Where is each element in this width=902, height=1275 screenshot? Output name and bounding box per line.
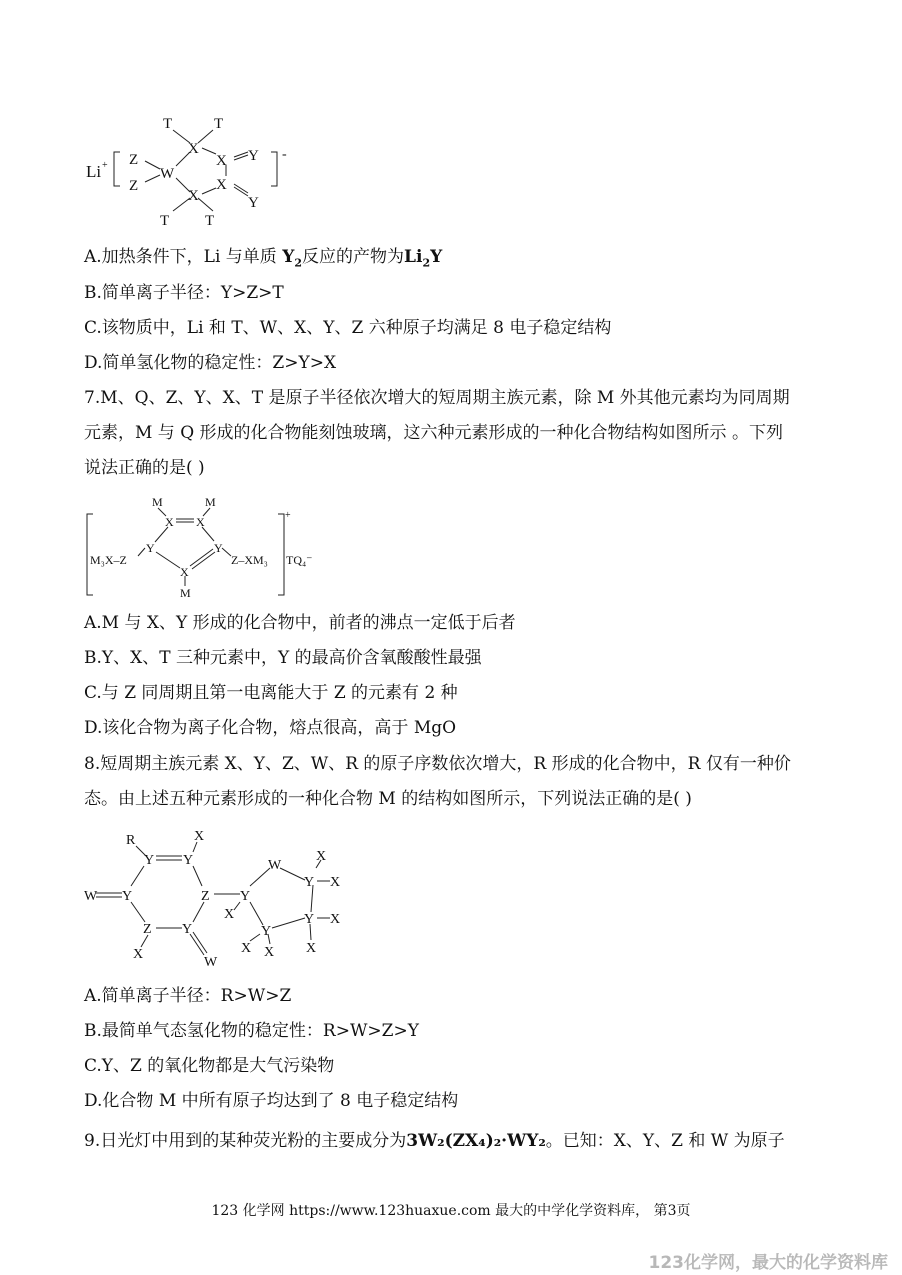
q8-fig-y8: Y [261, 924, 272, 939]
q8-fig-y6: Y [304, 875, 315, 890]
q7-fig-x1: X [165, 515, 174, 529]
q6-fig-anion-charge: - [282, 147, 287, 162]
q6-option-b: B.简单离子半径：Y>Z>T [84, 283, 284, 303]
q7-fig-charge: + [285, 510, 291, 521]
q6-fig-x3: X [216, 153, 227, 169]
q8-fig-w1: W [84, 889, 98, 904]
q8-fig-w3: W [268, 858, 282, 873]
q6-formula-li2y: $Li_2Y$ [404, 247, 443, 270]
q7-fig-x2: X [196, 515, 205, 529]
q8-option-c: C.Y、Z 的氧化物都是大气污染物 [84, 1056, 335, 1076]
q8-fig-z1: Z [201, 889, 210, 904]
q8-fig-x5: X [330, 875, 341, 890]
q8-fig-y2: Y [183, 853, 194, 868]
q8-fig-y5: Y [240, 889, 251, 904]
q7-option-b: B.Y、X、T 三种元素中，Y 的最高价含氧酸酸性最强 [84, 648, 482, 668]
q7-option-d: D.该化合物为离子化合物，熔点很高，高于 MgO [84, 718, 457, 738]
q8-fig-z2: Z [143, 922, 152, 937]
q7-fig-anion: TQ₄⁻ [286, 553, 313, 567]
q6-fig-z1: Z [129, 152, 139, 168]
q6-fig-li: Li [86, 162, 102, 181]
q8-option-d: D.化合物 M 中所有原子均达到了 8 电子稳定结构 [84, 1091, 459, 1111]
watermark: 123化学网，最大的化学资料库 [648, 1253, 888, 1273]
q6-fig-x1: X [188, 141, 199, 157]
q6-fig-w: W [160, 166, 175, 182]
q8-option-b: B.最简单气态氢化物的稳定性：R>W>Z>Y [84, 1021, 419, 1041]
q7-fig-x3: X [180, 565, 189, 579]
q8-fig-w2: W [204, 955, 218, 970]
q6-formula-y2: $Y_2$ [282, 247, 303, 270]
q6-fig-y1: Y [248, 148, 259, 164]
q7-fig-m1: M [152, 495, 163, 509]
q8-fig-y1: Y [144, 853, 155, 868]
q8-fig-x3: X [224, 907, 235, 922]
page-footer: 123 化学网 https://www.123huaxue.com 最大的中学化学资料库， 第3页 [211, 1203, 691, 1219]
q8-fig-y4: Y [182, 922, 193, 937]
q7-fig-right-group: Z–XM₃ [231, 553, 268, 567]
q8-fig-x6: X [330, 912, 341, 927]
q7-fig-left-group: M₃X–Z [90, 553, 127, 567]
q6-option-d: D.简单氢化物的稳定性：Z>Y>X [84, 353, 337, 373]
q7-stem-line3: 说法正确的是( ) [84, 458, 205, 478]
q8-fig-r: R [126, 833, 136, 848]
q8-fig-y3: Y [122, 889, 133, 904]
q8-stem-line1: 8.短周期主族元素 X、Y、Z、W、R 的原子序数依次增大，R 形成的化合物中，R 仅有一种价 [84, 754, 791, 774]
q8-fig-x2: X [133, 947, 144, 962]
q6-fig-t2: T [214, 116, 224, 132]
q6-fig-t1: T [163, 116, 173, 132]
q8-stem-line2: 态。由上述五种元素形成的一种化合物 M 的结构如图所示，下列说法正确的是( ) [84, 789, 692, 809]
q7-stem-line2: 元素，M 与 Q 形成的化合物能刻蚀玻璃，这六种元素形成的一种化合物结构如图所示 。下列 [84, 423, 783, 443]
q8-fig-y7: Y [304, 912, 315, 927]
q8-fig-x7: X [306, 941, 317, 956]
q6-option-a: A.加热条件下，Li 与单质 $Y_2$反应的产物为$Li_2Y$ [84, 247, 443, 270]
q7-stem-line1: 7.M、Q、Z、Y、X、T 是原子半径依次增大的短周期主族元素，除 M 外其他元素均为同周期 [84, 388, 790, 408]
q7-fig-y1: Y [146, 541, 155, 555]
q6-fig-t4: T [205, 213, 215, 229]
q8-fig-x8: X [241, 941, 252, 956]
q8-option-a: A.简单离子半径：R>W>Z [84, 986, 292, 1006]
q7-option-a: A.M 与 X、Y 形成的化合物中，前者的沸点一定低于后者 [84, 613, 516, 633]
q8-fig-x4: X [316, 849, 327, 864]
q7-fig-m2: M [205, 495, 216, 509]
q6-fig-t3: T [160, 213, 170, 229]
q6-fig-z2: Z [129, 178, 139, 194]
q8-fig-x9: X [264, 945, 275, 960]
q7-fig-y2: Y [214, 541, 223, 555]
q6-fig-li-charge: + [102, 160, 108, 171]
q6-fig-x2: X [188, 188, 199, 204]
q7-fig-m3: M [180, 586, 191, 600]
q6-fig-x4: X [216, 177, 227, 193]
q6-fig-y2: Y [248, 195, 259, 211]
q7-option-c: C.与 Z 同周期且第一电离能大于 Z 的元素有 2 种 [84, 683, 458, 703]
q9-formula: 3W₂(ZX₄)₂·WY₂ [406, 1131, 546, 1151]
q9-stem: 9.日光灯中用到的某种荧光粉的主要成分为3W₂(ZX₄)₂·WY₂。已知：X、Y、Z 和 W 为原子 [84, 1131, 785, 1151]
q8-fig-x1: X [194, 829, 205, 844]
q6-option-c: C.该物质中，Li 和 T、W、X、Y、Z 六种原子均满足 8 电子稳定结构 [84, 318, 612, 338]
